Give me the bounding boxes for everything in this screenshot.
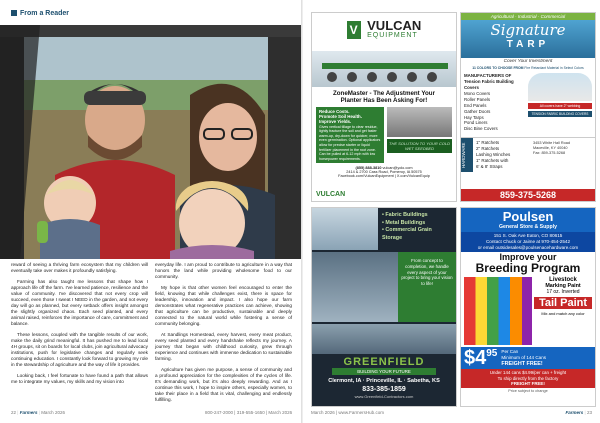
- family-photo-illustration: [0, 25, 303, 259]
- vulcan-logo: [312, 13, 456, 51]
- greenfield-bullet: • Commercial Grain Storage: [382, 227, 432, 241]
- greenfield-quote: From concept to completion, we handle every aspect of your project to bring your vision to life!: [398, 252, 456, 322]
- greenfield-locations: Clermont, IA · Princeville, IL · Sabetha, KS: [328, 378, 440, 384]
- signature-address: 3453 White Hall Road: [533, 140, 570, 145]
- right-page: [303, 0, 600, 423]
- poulsen-under: Under 144 cans $4.99/per can + freight: [489, 370, 567, 375]
- greenfield-exterior-image: [312, 324, 456, 354]
- signature-list-2: End Panels: [464, 102, 487, 108]
- signature-list-1: Roller Panels: [464, 97, 491, 103]
- greenfield-tagline: BUILDING YOUR FUTURE: [332, 368, 436, 375]
- article-paragraph: everyday life. I am proud to contribute to agriculture in a way that honors the land while providing wholesome food to our community.: [155, 262, 292, 279]
- poulsen-marking: Marking Paint: [545, 283, 581, 289]
- poulsen-breeding: Breeding Program: [475, 261, 581, 275]
- planter-image: [312, 51, 456, 87]
- vulcan-sub: EQUIPMENT: [367, 32, 418, 39]
- magazine-name: Farmers: [19, 410, 38, 415]
- signature-sub: Cover Your Investment: [503, 59, 553, 64]
- greenfield-phone: 833-385-1859: [362, 386, 406, 393]
- poulsen-email: or email outsidesales@poulsenacehardware.com: [477, 245, 579, 250]
- signature-colors-note: Fire Retardant Material in Select Colors: [524, 66, 584, 70]
- vulcan-headline: Planter Has Been Asking For!: [340, 97, 428, 104]
- vulcan-benefits-title: Reduce Costs. Promote Soil Health. Improve Yields.: [319, 109, 362, 125]
- page-number: 22: [11, 410, 17, 415]
- ratchet-item: 6' & 8' Straps: [476, 163, 503, 169]
- poulsen-contact: Contact Chuck or Jaime at 970-454-2542: [485, 239, 570, 244]
- signature-badge: All covers have 2" webbing: [528, 103, 592, 109]
- vulcan-v-icon: V: [347, 21, 361, 39]
- signature-tarp-ad: [460, 12, 596, 202]
- signature-mfr-title: MANUFACTURERS OF Tension Fabric Building Covers: [464, 73, 514, 90]
- greenfield-bullet: • Metal Buildings: [382, 219, 426, 226]
- ratchet-item: Lashing Winches: [476, 151, 511, 157]
- ratchet-item: 1" Ratchets: [476, 139, 500, 145]
- poulsen-price-cents: 95: [486, 348, 498, 359]
- signature-list-6: Disc Bine Covers: [464, 126, 498, 132]
- poulsen-name: Poulsen: [502, 209, 554, 224]
- vulcan-brand: VULCAN: [367, 18, 422, 33]
- vulcan-solution: THE SOLUTION TO YOUR COLD WET SEEDBED: [387, 139, 452, 153]
- footer-left: 22 | Farmers | March 2026: [11, 410, 65, 415]
- greenfield-interior-image: [312, 252, 398, 322]
- vulcan-social: Facebook.com/VulcanEquipment | X.com/VulcanEquip: [338, 174, 430, 179]
- signature-badge-2: TENSION FABRIC BUILDING COVERS: [528, 111, 592, 117]
- vulcan-email: vulcan@yolo.com: [382, 166, 413, 171]
- signature-tarp: TARP: [506, 39, 550, 50]
- article-paragraph: Farming has also taught me lessons that shape how I approach life off the farm. I've learned patience, resilience and the value of community. I've discovered that not every crop will succeed, even those I sweat I NEED in the garden, and not every day will go as planned, but every setback offers insight amongst the slightly organized chaos. Each seed planted, and every animal raised, reinforces the importance of care, commitment and balance.: [11, 279, 148, 326]
- signature-list-4: Hay Tarps: [464, 114, 484, 120]
- poulsen-livestock: Livestock: [549, 277, 577, 283]
- vulcan-benefits: [316, 107, 384, 163]
- signature-list-5: Pond Liners: [464, 120, 488, 126]
- issue-date: March 2026: [41, 410, 65, 415]
- signature-hardware-label: HARDWARE: [461, 138, 473, 172]
- section-label: From a Reader: [11, 10, 69, 17]
- poulsen-ad: [460, 207, 596, 407]
- footer-right-page: Farmers | 23: [565, 410, 592, 415]
- page-number-right: 23: [586, 410, 592, 415]
- article-paragraph: At Sandlings Homestead, every harvest, every meat product, every seed planted and every handshake reflects my journey. A journey that began with childhood curiosity, grew through experience and continues with immense dedication to sustainable farming.: [155, 332, 292, 361]
- vulcan-ad: [311, 12, 457, 202]
- vulcan-benefits-text: Gives vertical tillage to clear residue, lightly fracture the soil and get faster warm-up, dry-down for quicker, more even germination. Optional applicators allow for precise starter or liquid fertilizer placement in the root zone. Can be pulled at 6-12 mph with low horsepower requirements.: [319, 124, 381, 161]
- greenfield-building-image: [312, 208, 378, 250]
- ratchet-item: 2" Ratchets: [476, 145, 500, 151]
- signature-city: Maceville, KY 40040: [533, 146, 568, 151]
- greenfield-ad: [311, 207, 457, 407]
- signature-fax: Fax: 859-375-5268: [533, 151, 566, 156]
- footer-contact: 800-247-2000 | 319-555-1650 | March 2026: [205, 410, 293, 415]
- paint-cans-image: [464, 277, 532, 345]
- greenfield-logo: GREENFIELD: [343, 356, 425, 368]
- family-photo: [0, 25, 303, 259]
- planter-illustration: [312, 51, 457, 87]
- vulcan-unit-image: [387, 107, 452, 137]
- article-paragraph: These lessons, coupled with the tangible results of our work, make the daily grind meaningful. It has pushed me to lead local 4H groups, sit on boards for local clubs, join agricultural advocacy institutions, push for legislative changes and regularly seek continuing education. I constantly look forward to growing my role in the stewardship of agriculture and the way of life it provides.: [11, 332, 148, 367]
- article-paragraph: reward of seeing a thriving farm ecosystem that my children will eventually take over makes it profoundly satisfying.: [11, 262, 148, 273]
- poulsen-promo: To ship directly from the factory: [497, 375, 559, 381]
- article-paragraph: Looking back, I feel fortunate to have found a path that allows me to integrate my values, my skills and my vision into: [11, 373, 148, 384]
- poulsen-improve: Improve your: [499, 252, 557, 262]
- magazine-name-right: Farmers: [565, 410, 584, 415]
- signature-phone: 859-375-5268: [461, 189, 595, 201]
- vulcan-bottom-logo: VULCAN: [316, 191, 346, 198]
- poulsen-cans: 17 oz. Inverted: [546, 289, 580, 295]
- poulsen-min: Minimum of 144 Cans: [501, 355, 547, 360]
- signature-list-0: Mono Covers: [464, 91, 491, 97]
- poulsen-tail: Tail Paint: [534, 297, 592, 309]
- poulsen-per-can: Per Can: [501, 349, 519, 354]
- poulsen-address: 151 S. Oak Ave Eaton, CO 80615: [493, 233, 563, 238]
- signature-tagline: Agricultural · Industrial · Commercial: [461, 13, 595, 20]
- poulsen-freight: FREIGHT FREE!: [501, 361, 543, 367]
- ratchet-item: 1" Ratchets with: [476, 157, 509, 163]
- poulsen-sub: General Store & Supply: [499, 224, 557, 230]
- tarp-building-image: [528, 73, 592, 101]
- footer-right: March 2026 | www.FarmersHub.com: [311, 410, 384, 415]
- poulsen-price: $4: [464, 347, 487, 369]
- vulcan-address: 2414 & 2700 Cass Road, Pomeroy, IA 50575: [346, 170, 422, 175]
- vulcan-headline: ZoneMaster - The Adjustment Your: [333, 90, 435, 97]
- signature-list-3: Gather Doors: [464, 108, 491, 114]
- signature-logo: [461, 20, 595, 58]
- poulsen-mixed: Mix and match any color: [541, 311, 585, 316]
- poulsen-promo-2: FREIGHT FREE!: [511, 381, 545, 387]
- greenfield-url: www.Greenfield-Contractors.com: [354, 394, 414, 399]
- article-paragraph: Agriculture has given me purpose, a sense of community and a profound appreciation for the complexities of the cycles of life. It's demanding work, but it's also deeply rewarding. And as I continue this work, I hope to inspire others, especially women, to take their place in a field that is vital, challenging and endlessly fulfilling.: [155, 367, 292, 402]
- vulcan-phone: (855) 888-3810: [355, 166, 382, 171]
- signature-colors: 11 COLORS TO CHOOSE FROM: [472, 66, 524, 70]
- article-column-2: [155, 262, 292, 408]
- poulsen-bottom: Price subject to change: [508, 388, 548, 393]
- article-column-1: [11, 262, 148, 390]
- greenfield-bullet: • Fabric Buildings: [382, 212, 428, 218]
- article-paragraph: My hope is that other women feel encouraged to enter the field, knowing that while challenges exist, there is space for leadership, innovation and impact. I also hope our farm demonstrates what regenerative practices can achieve, showing that agriculture can be productive, sustainable and deeply connected to the natural world while fostering a sense of community belonging.: [155, 285, 292, 326]
- signature-name: Signature: [490, 21, 566, 39]
